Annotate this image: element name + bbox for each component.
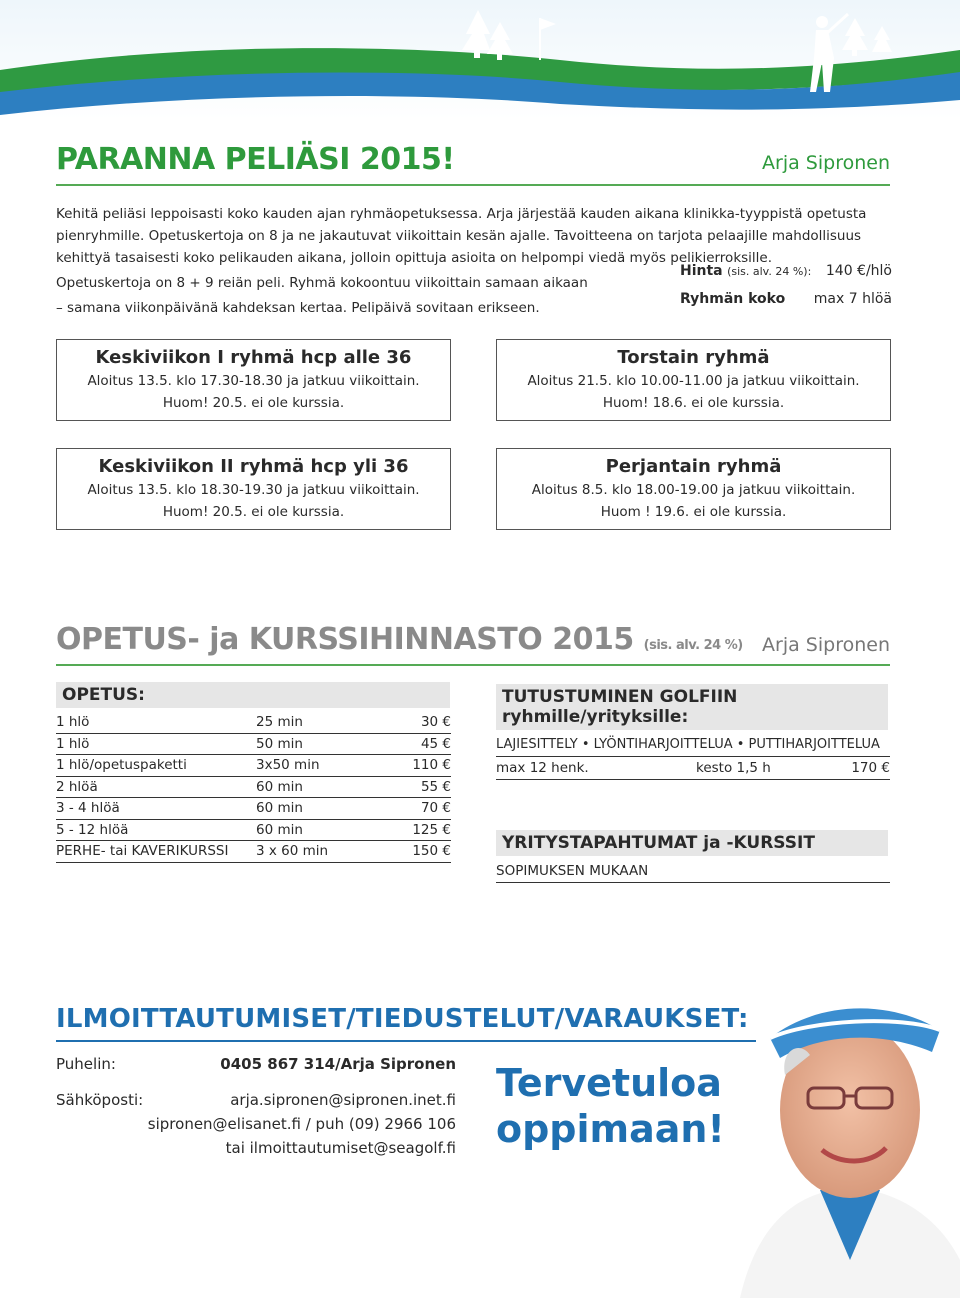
email-row [56, 1091, 456, 1115]
price-row [56, 734, 451, 756]
greeting [496, 1060, 725, 1152]
intro-golf-details [496, 757, 890, 780]
price-who: 1 hlö [56, 714, 90, 730]
price-row [56, 777, 451, 799]
price-who: 5 - 12 hlöä [56, 821, 129, 838]
contact-title: ILMOITTAUTUMISET/TIEDUSTELUT/VARAUKSET: [56, 1004, 749, 1034]
group-start: Aloitus 8.5. klo 18.00-19.00 ja jatkuu viikoittain. [531, 482, 856, 498]
greeting-line-1: Tervetuloa [496, 1061, 722, 1105]
group-box-wed-1 [56, 339, 451, 421]
email-label: Sähköposti: [56, 1091, 144, 1109]
phone-label: Puhelin: [56, 1055, 116, 1073]
price-amount: 55 € [420, 778, 451, 795]
pricing-divider [56, 664, 890, 666]
price-row [56, 841, 451, 863]
pricing-author: Arja Sipronen [762, 634, 890, 656]
intro-meeting: Opetuskertoja on 8 + 9 reiän peli. Ryhmä kokoontuu viikoittain samaan aikaan [56, 275, 588, 291]
intro-golf-items: LAJIESITTELY • LYÖNTIHARJOITTELUA • PUTTIHARJOITTELUA [496, 734, 890, 757]
price-who: PERHE- tai KAVERIKURSSI [56, 843, 229, 859]
price-amount: 110 € [412, 757, 451, 773]
contact-divider [56, 1040, 756, 1042]
group-title: Torstain ryhmä [617, 347, 770, 368]
email-link-2[interactable]: sipronen@elisanet.fi / puh (09) 2966 106 [147, 1115, 456, 1133]
corporate-note: SOPIMUKSEN MUKAAN [496, 860, 890, 883]
group-note: Huom ! 19.6. ei ole kurssia. [600, 504, 787, 520]
group-note: Huom! 18.6. ei ole kurssia. [602, 395, 785, 411]
author-name: Arja Sipronen [762, 152, 890, 174]
pricing-title-text: OPETUS- ja KURSSIHINNASTO 2015 [56, 622, 634, 657]
price-who: 3 - 4 hlöä [56, 800, 120, 816]
intro-golf-duration: kesto 1,5 h [696, 760, 771, 776]
group-size-row [680, 288, 892, 316]
email-link-3[interactable]: tai ilmoittautumiset@seagolf.fi [225, 1139, 456, 1157]
price-amount: 125 € [412, 821, 451, 838]
group-title: Keskiviikon I ryhmä hcp alle 36 [95, 347, 412, 368]
phone-row [56, 1055, 456, 1081]
price-row [680, 260, 892, 288]
price-time: 60 min [256, 800, 303, 816]
group-note: Huom! 20.5. ei ole kurssia. [162, 395, 345, 411]
contact-details [56, 1055, 456, 1163]
group-box-fri [496, 448, 891, 530]
price-row [56, 798, 451, 820]
price-amount: 45 € [420, 735, 451, 752]
price-rows [56, 712, 451, 863]
price-label: Hinta [680, 263, 723, 279]
header-banner [0, 0, 960, 120]
group-title: Perjantain ryhmä [605, 456, 782, 477]
phone-value[interactable]: 0405 867 314/Arja Sipronen [220, 1055, 456, 1073]
intro-golf-size: max 12 henk. [496, 760, 589, 776]
group-start: Aloitus 13.5. klo 18.30-19.30 ja jatkuu viikoittain. [87, 482, 420, 498]
price-row [56, 755, 451, 777]
intro-golf-section [496, 684, 890, 883]
price-value: 140 €/hlö [825, 263, 892, 279]
group-size-value: max 7 hlöä [813, 291, 892, 307]
intro-schedule: – samana viikonpäivänä kahdeksan kertaa. Pelipäivä sovitaan erikseen. [56, 300, 540, 316]
price-who: 1 hlö/opetuspaketti [56, 757, 187, 773]
price-time: 25 min [256, 714, 303, 730]
group-start: Aloitus 13.5. klo 17.30-18.30 ja jatkuu viikoittain. [87, 373, 420, 389]
price-who: 2 hlöä [56, 778, 98, 795]
group-box-thu [496, 339, 891, 421]
email-link-1[interactable]: arja.sipronen@sipronen.inet.fi [230, 1091, 456, 1109]
course-info [680, 260, 892, 316]
group-box-wed-2 [56, 448, 451, 530]
pricing-title [56, 622, 743, 657]
pricing-title-note: (sis. alv. 24 %) [643, 638, 743, 653]
group-title: Keskiviikon II ryhmä hcp yli 36 [98, 456, 409, 477]
page-title: PARANNA PELIÄSI 2015! [56, 142, 455, 177]
price-who: 1 hlö [56, 735, 90, 752]
title-divider [56, 184, 890, 186]
group-note: Huom! 20.5. ei ole kurssia. [162, 504, 345, 520]
price-time: 60 min [256, 778, 303, 795]
group-size-label: Ryhmän koko [680, 291, 786, 307]
intro-golf-price: 170 € [851, 760, 890, 776]
greeting-line-2: oppimaan! [496, 1107, 725, 1151]
price-row [56, 820, 451, 842]
price-row [56, 712, 451, 734]
corporate-header: YRITYSTAPAHTUMAT ja -KURSSIT [496, 830, 888, 856]
price-time: 3 x 60 min [256, 843, 329, 859]
price-list [56, 682, 451, 863]
opetus-header: OPETUS: [56, 682, 450, 708]
price-time: 50 min [256, 735, 303, 752]
price-amount: 30 € [420, 714, 451, 730]
group-start: Aloitus 21.5. klo 10.00-11.00 ja jatkuu viikoittain. [527, 373, 860, 389]
intro-golf-header: TUTUSTUMINEN GOLFIIN ryhmille/yrityksille: [496, 684, 888, 730]
price-amount: 150 € [412, 843, 451, 859]
price-amount: 70 € [420, 800, 451, 816]
price-note: (sis. alv. 24 %): [727, 265, 812, 278]
intro-paragraph: Kehitä peliäsi leppoisasti koko kauden ajan ryhmäopetuksessa. Arja järjestää kauden aikana klinikka-tyyppistä opetusta pienryhmille. Opetuskertoja on 8 ja ne jakautuvat viikoittain kesän ajalle. Tavoitteena on tarjota pelaajille mahdollisuus kehittyä tasaisesti koko pelikauden aikana, jolloin opittuja asioita on helpompi viedä myös pelikierroksille. [56, 206, 867, 266]
price-time: 3x50 min [256, 757, 320, 773]
price-time: 60 min [256, 821, 303, 838]
